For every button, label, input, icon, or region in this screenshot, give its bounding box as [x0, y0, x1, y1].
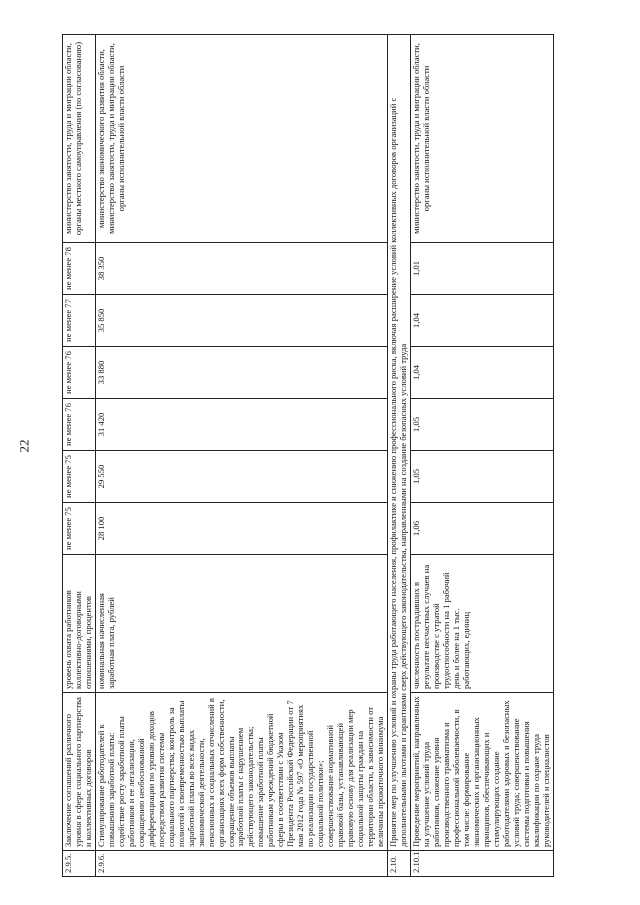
row-number: 2.10.1. — [410, 851, 553, 877]
value-cell: 29 550 — [95, 451, 387, 503]
value-cell: 1,05 — [410, 451, 553, 503]
section-heading-cell: Принятие мер по улучшению условий и охраны труда работающего населения, профилактике и снижению профессионального риска, включая расширение условий коллективных договоров организаций с дополнительными льготами и гарантиями сверх действующего законодательства, направленными на создание безопасных условий труда — [388, 35, 411, 851]
table-row — [388, 35, 411, 877]
page-number: 22 — [16, 439, 32, 453]
row-number: 2.10. — [388, 851, 411, 877]
executor-cell: министерство занятости, труда и миграции области, органы местного самоуправления (по согласованию) — [63, 35, 96, 243]
executor-cell: министерство экономического развития области, министерство занятости, труда и миграции области, органы исполнительной власти области — [95, 35, 387, 243]
value-cell: 1,01 — [410, 243, 553, 295]
table-row — [63, 35, 96, 877]
value-cell: не менее 76 — [63, 347, 96, 399]
value-cell: не менее 76 — [63, 399, 96, 451]
document-table-wrapper — [62, 35, 551, 877]
indicator-cell: уровень охвата работников коллективно-договорными отношениями, процентов — [63, 555, 96, 693]
measure-cell: Стимулирование работодателей к повышению заработной платы: содействие росту заработной платы работников и ее легализации, сокращению необоснованной дифференциации по уровню доходов посредством развития системы социального партнерства; контроль за полнотой и своевременностью выплаты заработной платы во всех видах экономической деятельности, пенсионных и социальных отчислений в организациях всех форм собственности, сокращение объемов выплаты заработной платы с нарушением действующего законодательства; повышение заработной платы работникам учреждений бюджетной сферы в соответствии с Указом Президента Российской Федерации от 7 мая 2012 года № 597 «О мероприятиях по реализации государственной социальной политики»; совершенствование нормативной правовой базы, устанавливающей правовую основу для реализации мер социальной защиты граждан на территории области, в зависимости от величины прожиточного минимума — [95, 693, 387, 851]
table-row — [410, 35, 553, 877]
value-cell: не менее 78 — [63, 243, 96, 295]
value-cell: 1,04 — [410, 295, 553, 347]
value-cell: не менее 75 — [63, 451, 96, 503]
measure-cell: Заключение соглашений различного уровня в сфере социального партнерства и коллективных договоров — [63, 693, 96, 851]
value-cell: 1,05 — [410, 399, 553, 451]
indicator-cell: номинальная начисленная заработная плата, рублей — [95, 555, 387, 693]
value-cell: 35 850 — [95, 295, 387, 347]
value-cell: 38 350 — [95, 243, 387, 295]
value-cell: 1,04 — [410, 347, 553, 399]
measures-table — [62, 34, 554, 877]
value-cell: не менее 75 — [63, 503, 96, 555]
value-cell: 1,06 — [410, 503, 553, 555]
value-cell: 33 880 — [95, 347, 387, 399]
table-row — [95, 35, 387, 877]
measure-cell: Проведение мероприятий, направленных на улучшение условий труда работников, снижение уровня производственного травматизма и профессиональной заболеваемости, в том числе: формирование экономических и организационных принципов, обеспечивающих и стимулирующих создание работодателями здоровых и безопасных условий труда; совершенствование системы подготовки и повышения квалификации по охране труда руководителей и специалистов — [410, 693, 553, 851]
indicator-cell: численность пострадавших в результате несчастных случаев на производстве с утратой трудоспособности на 1 рабочий день и более на 1 тыс. работающих, единиц — [410, 555, 553, 693]
value-cell: 28 100 — [95, 503, 387, 555]
value-cell: 31 420 — [95, 399, 387, 451]
executor-cell: министерство занятости, труда и миграции области, органы исполнительной власти области — [410, 35, 553, 243]
row-number: 2.9.6. — [95, 851, 387, 877]
row-number: 2.9.5. — [63, 851, 96, 877]
value-cell: не менее 77 — [63, 295, 96, 347]
